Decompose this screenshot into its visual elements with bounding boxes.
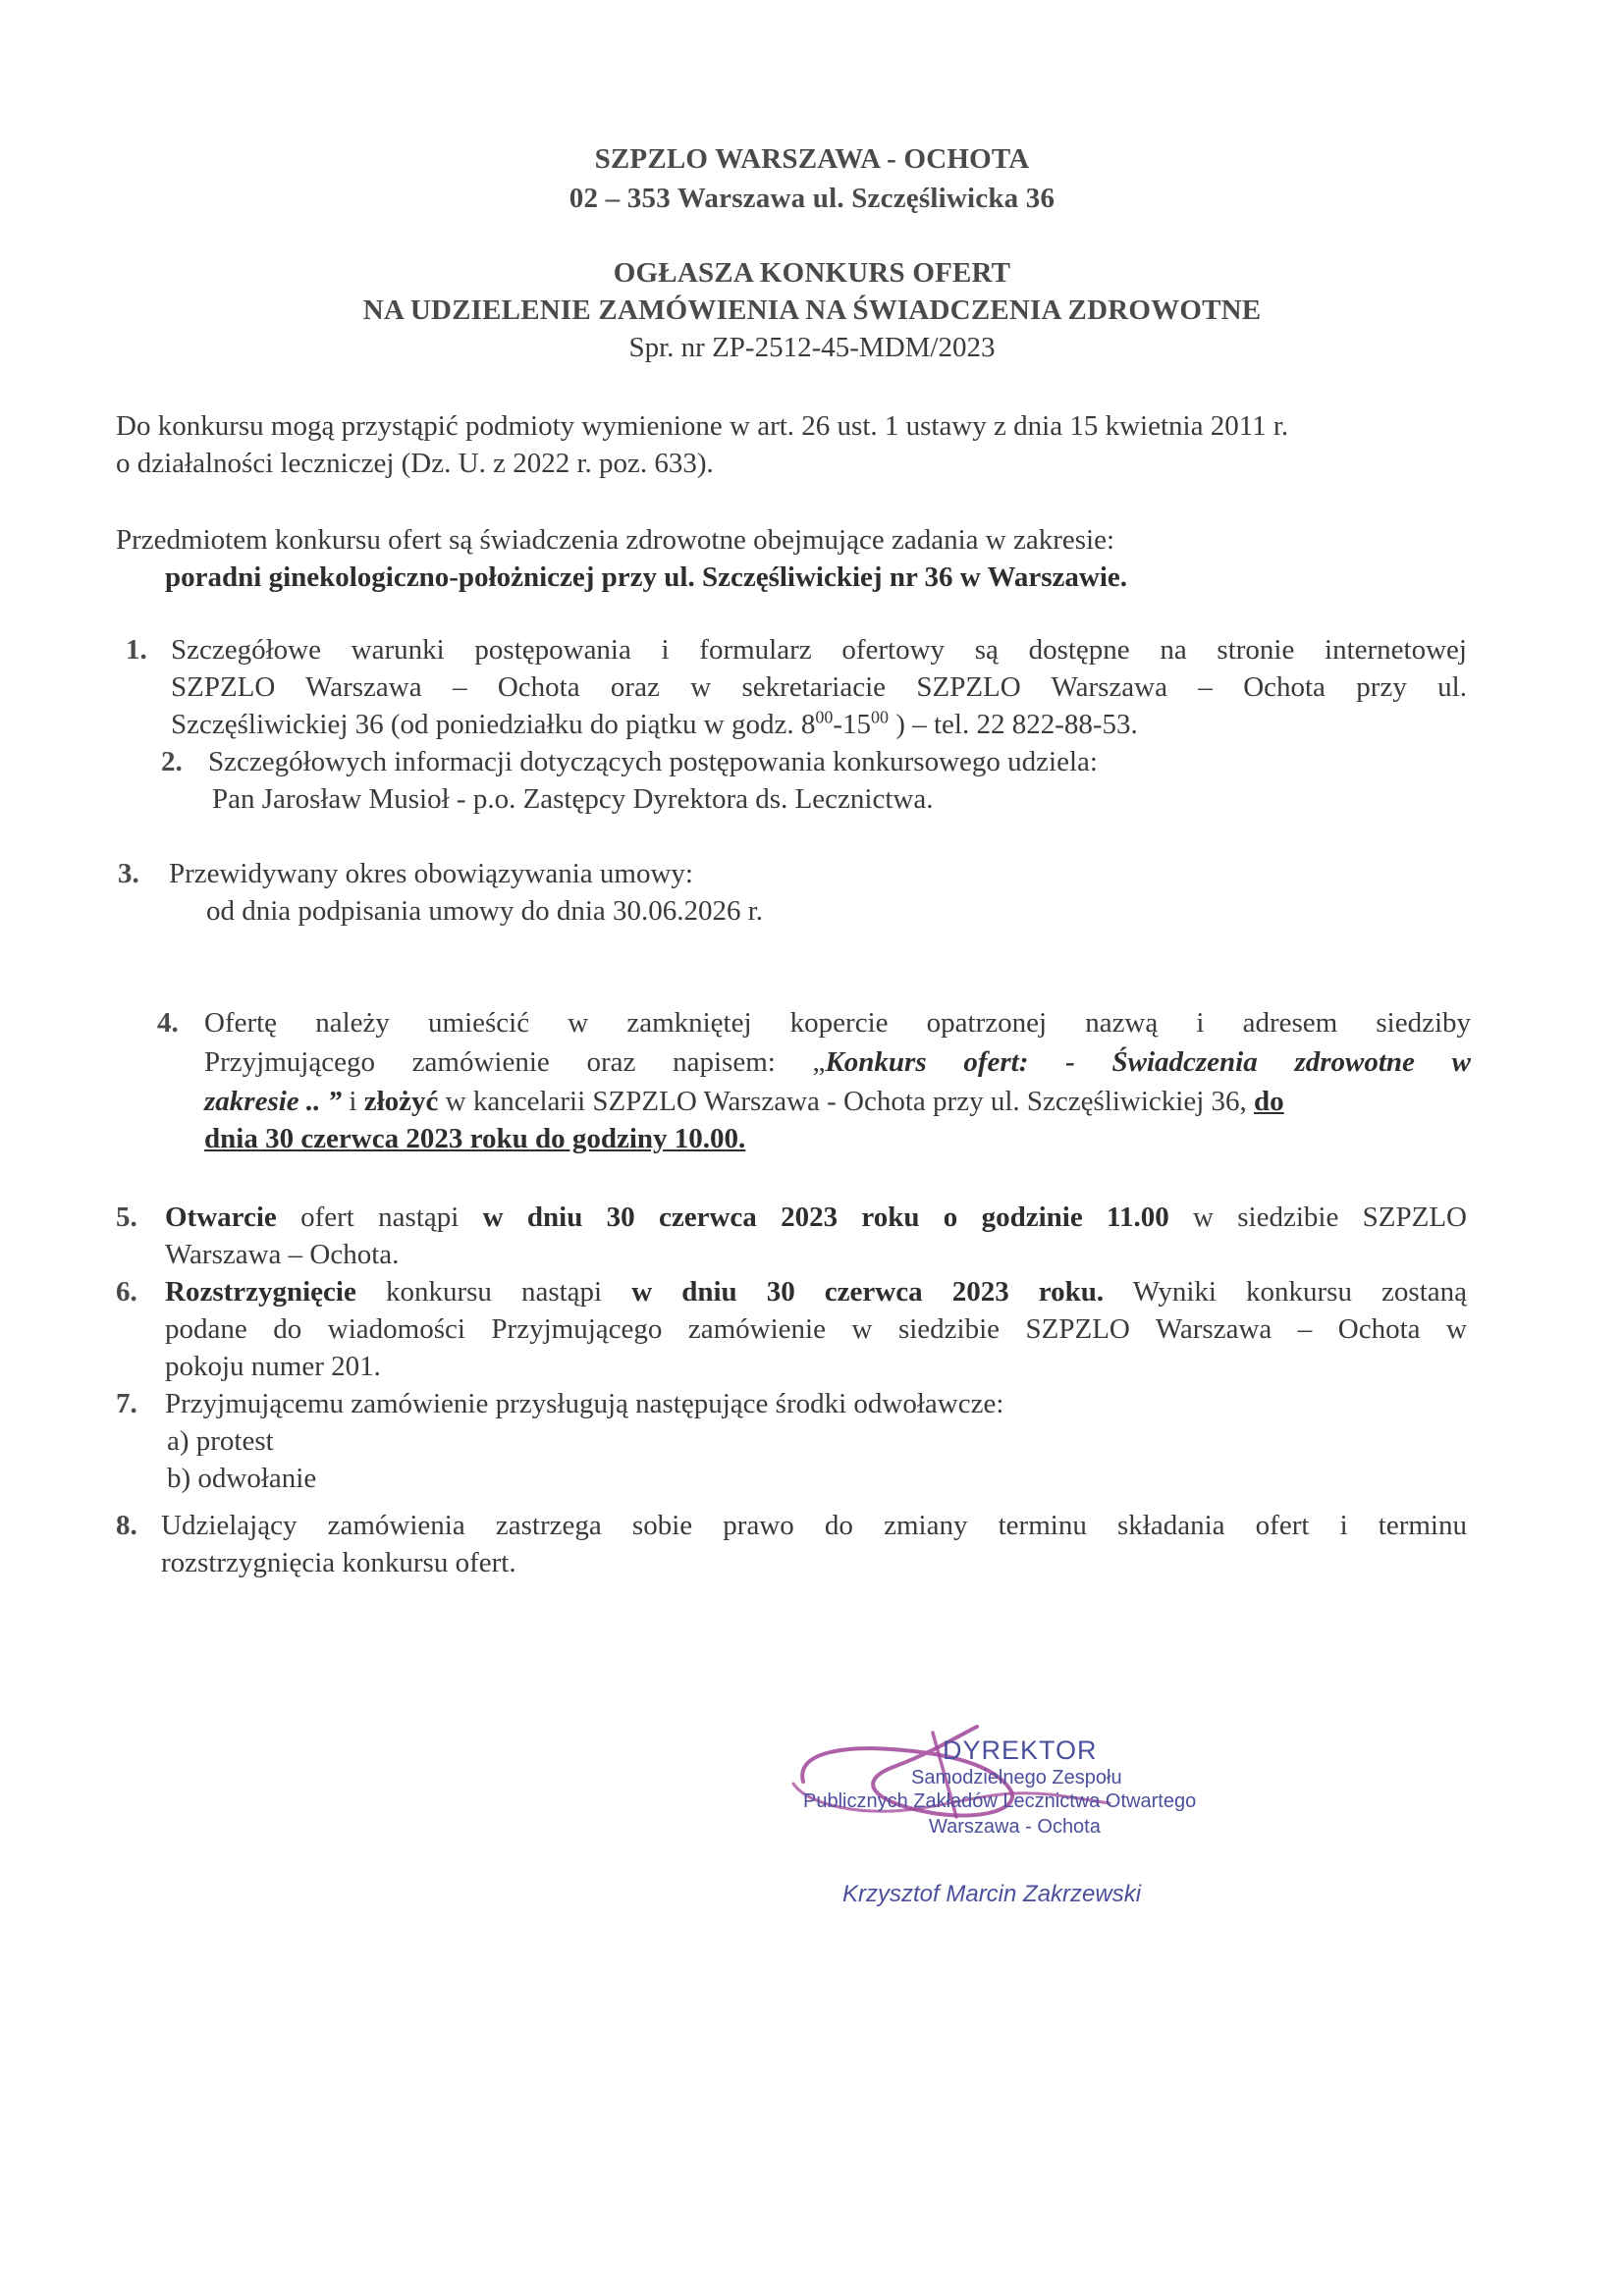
stamp-line-1: Samodzielnego Zespołu bbox=[911, 1767, 1122, 1789]
item-6-number: 6. bbox=[116, 1276, 137, 1308]
item-4-line-1: Ofertę należy umieścić w zamkniętej kopercie opatrzonej nazwą i adresem siedziby bbox=[204, 1007, 1471, 1039]
item-6-line-3: pokoju numer 201. bbox=[165, 1351, 381, 1382]
item-2-line-2: Pan Jarosław Musioł - p.o. Zastępcy Dyrektora ds. Lecznictwa. bbox=[212, 783, 934, 815]
item-1-line-3: Szczęśliwickiej 36 (od poniedziałku do piątku w godz. $8^{00}-15^{00}$ ) – tel. 22 822-88-53. bbox=[171, 707, 1138, 740]
item-4-line-3: zakresie .. ” i złożyć w kancelarii SZPZLO Warszawa - Ochota przy ul. Szczęśliwickiej 36, do bbox=[204, 1086, 1284, 1117]
item-7-line-1: Przyjmującemu zamówienie przysługują następujące środki odwoławcze: bbox=[165, 1388, 1004, 1419]
item-4-line-2: Przyjmującego zamówienie oraz napisem: „Konkurs ofert: - Świadczenia zdrowotne w bbox=[204, 1046, 1471, 1078]
item-5-line-2: Warszawa – Ochota. bbox=[165, 1239, 400, 1270]
intro-line-2: o działalności leczniczej (Dz. U. z 2022 r. poz. 633). bbox=[116, 448, 714, 479]
item-5-line-1: Otwarcie ofert nastąpi w dniu 30 czerwca 2023 roku o godzinie 11.00 w siedzibie SZPZLO bbox=[165, 1201, 1467, 1233]
item-8-number: 8. bbox=[116, 1510, 137, 1541]
item-4-number: 4. bbox=[157, 1007, 179, 1039]
stamp-line-2: Publicznych Zakładów Lecznictwa Otwartego bbox=[803, 1790, 1197, 1812]
item-3-line-1: Przewidywany okres obowiązywania umowy: bbox=[169, 858, 693, 889]
reference-number: Spr. nr ZP-2512-45-MDM/2023 bbox=[628, 332, 996, 363]
org-name: SZPZLO WARSZAWA - OCHOTA bbox=[594, 143, 1030, 175]
item-8-line-2: rozstrzygnięcia konkursu ofert. bbox=[161, 1547, 516, 1578]
item-6-line-2: podane do wiadomości Przyjmującego zamówienie w siedzibie SZPZLO Warszawa – Ochota w bbox=[165, 1313, 1467, 1345]
subject-line-1: Przedmiotem konkursu ofert są świadczenia zdrowotne obejmujące zadania w zakresie: bbox=[116, 524, 1115, 556]
item-7-option-a: a) protest bbox=[167, 1425, 274, 1457]
item-8-line-1: Udzielający zamówienia zastrzega sobie prawo do zmiany terminu składania ofert i terminu bbox=[161, 1510, 1467, 1541]
item-1-number: 1. bbox=[126, 634, 147, 666]
item-1-line-1: Szczegółowe warunki postępowania i formularz ofertowy są dostępne na stronie internetowej bbox=[171, 634, 1467, 666]
item-1-line-2: SZPZLO Warszawa – Ochota oraz w sekretariacie SZPZLO Warszawa – Ochota przy ul. bbox=[171, 671, 1467, 703]
signatory-name: Krzysztof Marcin Zakrzewski bbox=[842, 1881, 1142, 1907]
item-6-line-1: Rozstrzygnięcie konkursu nastąpi w dniu 30 czerwca 2023 roku. Wyniki konkursu zostaną bbox=[165, 1276, 1467, 1308]
item-2-line-1: Szczegółowych informacji dotyczących postępowania konkursowego udziela: bbox=[208, 746, 1098, 777]
intro-line-1: Do konkursu mogą przystąpić podmioty wymienione w art. 26 ust. 1 ustawy z dnia 15 kwietnia 2011 r. bbox=[116, 410, 1289, 442]
stamp-line-3: Warszawa - Ochota bbox=[929, 1816, 1101, 1838]
org-address: 02 – 353 Warszawa ul. Szczęśliwicka 36 bbox=[568, 183, 1056, 214]
announce-line-1: OGŁASZA KONKURS OFERT bbox=[613, 257, 1011, 289]
item-2-number: 2. bbox=[161, 746, 183, 777]
item-4-deadline: dnia 30 czerwca 2023 roku do godziny 10.00. bbox=[204, 1123, 746, 1154]
announce-line-2: NA UDZIELENIE ZAMÓWIENIA NA ŚWIADCZENIA ZDROWOTNE bbox=[362, 294, 1262, 326]
subject-line-2: poradni ginekologiczno-położniczej przy ul. Szczęśliwickiej nr 36 w Warszawie. bbox=[165, 561, 1128, 593]
item-7-number: 7. bbox=[116, 1388, 137, 1419]
item-3-line-2: od dnia podpisania umowy do dnia 30.06.2026 r. bbox=[206, 895, 764, 927]
item-3-number: 3. bbox=[118, 858, 139, 889]
item-7-option-b: b) odwołanie bbox=[167, 1463, 317, 1494]
item-5-number: 5. bbox=[116, 1201, 137, 1233]
stamp-title: DYREKTOR bbox=[943, 1735, 1098, 1765]
